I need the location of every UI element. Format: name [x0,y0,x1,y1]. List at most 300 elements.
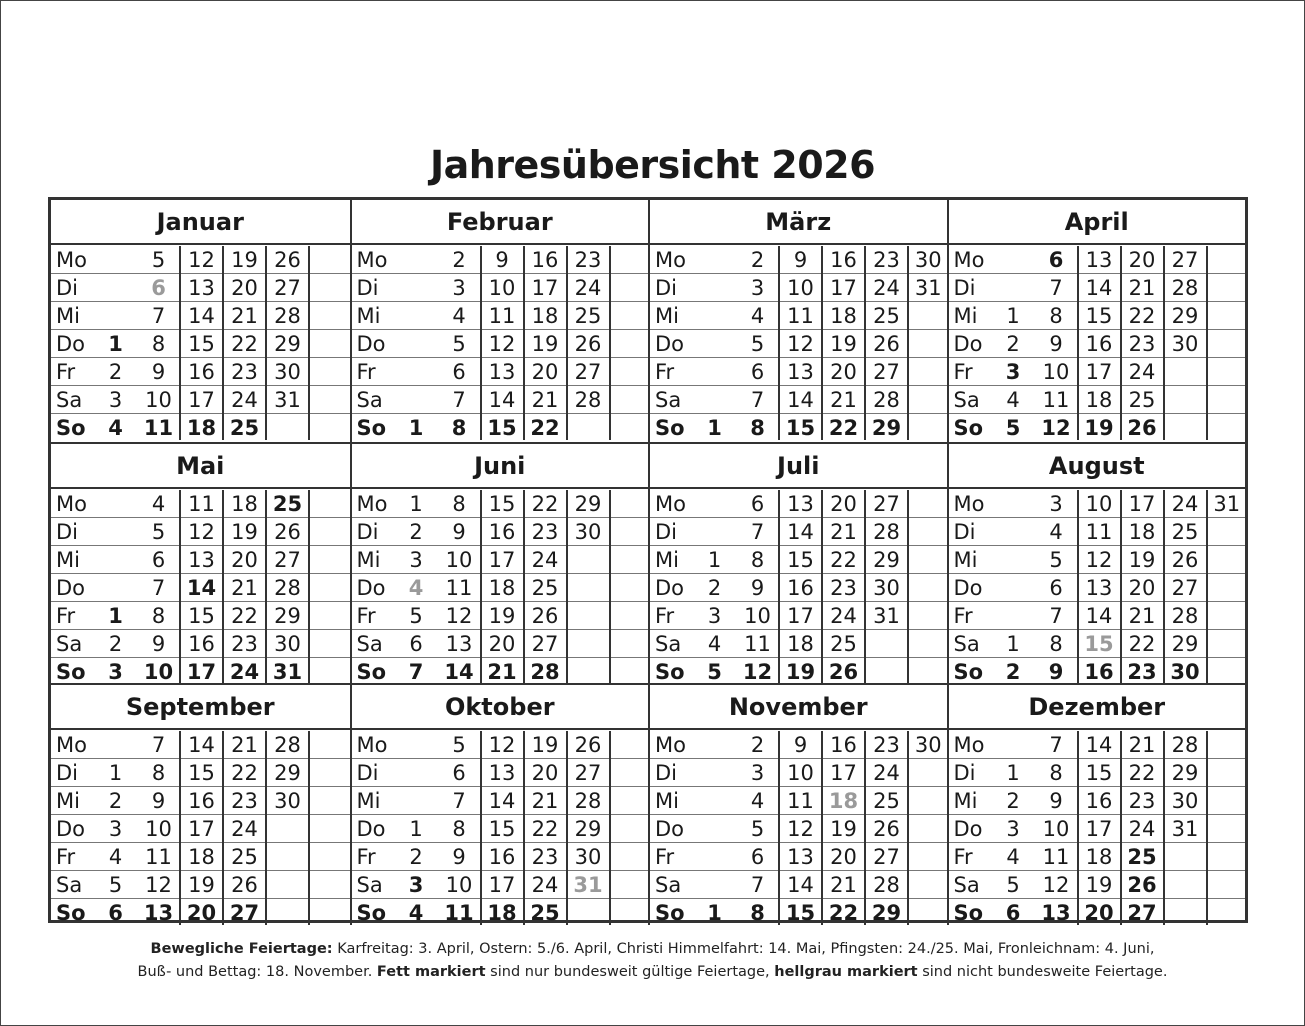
empty-day-cell [610,414,651,442]
empty-day-cell [567,658,610,686]
column-divider [1163,731,1165,925]
day-cell: 5 [409,603,423,628]
day-cell: 28 [574,789,602,813]
weekday-label: Fr [953,360,973,384]
empty-day-cell [309,630,350,658]
weekday-label: Mi [56,304,80,328]
day-cell: 1 [409,817,423,841]
day-cell: 17 [188,817,215,841]
day-cell: 15 [188,761,215,785]
day-cell: 6 [750,360,765,384]
day-cell: 14 [787,388,814,412]
day-cell: 25 [531,575,559,600]
empty-day-cell [395,731,438,759]
day-cell: 26 [274,248,301,272]
day-cell: 10 [488,276,516,300]
day-cell: 8 [151,603,166,628]
empty-day-cell [610,815,651,843]
day-cell: 30 [574,845,602,869]
month-name: Oktober [352,685,649,730]
empty-day-cell [1207,574,1248,602]
day-cell: 29 [574,817,602,841]
footnote-text-1: Karfreitag: 3. April, Ostern: 5./6. April, Christi Himmelfahrt: 14. Mai, Pfingsten: 24./25. Mai, Fronleichnam: 4. Juni, [332,941,1155,957]
empty-day-cell [992,574,1035,602]
day-cell: 2 [409,845,423,869]
day-cell: 18 [186,416,217,440]
column-divider [778,246,780,440]
day-cell: 4 [408,575,424,600]
empty-day-cell [1207,518,1248,546]
day-cell: 14 [1085,733,1113,757]
day-cell: 2 [750,248,765,272]
empty-day-cell [610,658,651,686]
day-cell: 16 [488,519,516,544]
page-title: Jahresübersicht 2026 [429,143,876,187]
day-cell: 1 [707,901,722,925]
day-cell: 19 [1084,416,1114,440]
day-cell: 9 [452,845,466,869]
day-cell: 30 [274,789,301,813]
day-cell: 28 [1171,733,1199,757]
day-cell: 16 [830,248,857,272]
day-cell: 29 [574,491,602,516]
day-cell: 8 [750,416,765,440]
day-cell: 30 [873,575,900,600]
empty-day-cell [992,246,1035,274]
day-cell: 7 [452,388,466,412]
day-cell: 30 [1171,332,1199,356]
day-cell: 25 [229,416,260,440]
empty-day-cell [309,546,350,574]
day-cell: 11 [445,575,473,600]
empty-day-cell [309,899,350,927]
empty-day-cell [309,330,350,358]
day-cell: 10 [445,547,473,572]
weekday-label: Mi [953,789,978,813]
day-cell: 30 [274,631,301,656]
day-cell: 25 [873,304,900,328]
day-cell: 2 [452,248,466,272]
day-cell: 29 [871,416,902,440]
empty-day-cell [395,302,438,330]
day-cell: 21 [1128,733,1156,757]
column-divider [179,246,181,440]
weekday-label: Di [56,276,79,300]
weekday-label: So [655,659,685,684]
day-cell: 23 [231,631,258,656]
column-divider [1163,490,1165,684]
day-cell: 28 [274,733,301,757]
day-cell: 24 [873,761,900,785]
empty-day-cell [1164,899,1207,927]
empty-day-cell [610,630,651,658]
empty-day-cell [610,731,651,759]
day-cell: 24 [531,547,559,572]
empty-day-cell [1164,843,1207,871]
day-cell: 15 [488,817,516,841]
empty-day-cell [94,546,137,574]
weekday-label: Fr [356,360,376,384]
day-cell: 13 [1085,575,1113,600]
month-name: März [650,200,947,245]
empty-day-cell [1207,899,1248,927]
month-mai [51,442,350,684]
month-april [947,200,1246,442]
day-cell: 27 [574,761,602,785]
empty-day-cell [693,815,736,843]
day-cell: 10 [1042,817,1070,841]
day-cell: 5 [750,332,765,356]
empty-day-cell [693,518,736,546]
day-cell: 6 [409,631,423,656]
footnote [0,938,1305,984]
month-juli [648,442,947,684]
day-cell: 13 [488,360,516,384]
empty-day-cell [1207,843,1248,871]
weekday-label: Sa [56,631,83,656]
day-cell: 15 [787,547,814,572]
day-cell: 27 [1171,248,1199,272]
empty-day-cell [693,302,736,330]
day-cell: 11 [1042,388,1070,412]
day-cell: 22 [231,332,258,356]
empty-day-cell [309,490,350,518]
empty-day-cell [266,899,309,927]
day-cell: 11 [143,416,174,440]
day-cell: 5 [707,659,722,684]
day-cell: 4 [108,416,123,440]
day-cell: 12 [145,873,172,897]
day-cell: 10 [145,817,172,841]
day-cell: 20 [186,901,217,925]
day-cell: 27 [1127,901,1157,925]
footnote-text-2: Buß- und Bettag: 18. November. [137,964,377,980]
weekday-label: Mo [56,248,87,272]
day-cell: 20 [531,360,559,384]
weekday-label: Mi [655,547,679,572]
day-cell: 26 [574,332,602,356]
day-cell: 6 [452,761,466,785]
day-cell: 27 [229,901,260,925]
day-cell: 2 [750,733,765,757]
weekday-label: Sa [56,873,83,897]
day-cell: 14 [787,873,814,897]
day-cell: 30 [574,519,602,544]
day-cell: 27 [1171,575,1199,600]
day-cell: 7 [750,873,765,897]
day-cell: 11 [787,789,814,813]
empty-day-cell [309,658,350,686]
day-cell: 31 [1171,817,1199,841]
day-cell: 23 [830,575,857,600]
day-cell: 26 [574,733,602,757]
day-cell: 14 [488,789,516,813]
day-cell: 17 [488,547,516,572]
weekday-label: Di [356,519,379,544]
day-cell: 20 [1084,901,1114,925]
day-cell: 3 [750,276,765,300]
day-cell: 18 [188,845,215,869]
empty-day-cell [94,246,137,274]
weekday-label: Do [655,817,685,841]
day-cell: 17 [186,659,217,684]
day-cell: 17 [1085,817,1113,841]
weekday-label: Mo [356,733,388,757]
weekday-label: Do [655,575,685,600]
day-cell: 9 [1049,789,1063,813]
day-cell: 17 [531,276,559,300]
day-cell: 10 [787,761,814,785]
column-divider [523,490,525,684]
empty-day-cell [309,871,350,899]
weekday-label: So [655,416,685,440]
day-cell: 19 [531,332,559,356]
day-cell: 23 [873,733,900,757]
day-cell: 29 [1171,761,1199,785]
day-cell: 4 [1049,519,1063,544]
empty-day-cell [1164,386,1207,414]
empty-day-cell [395,787,438,815]
empty-day-cell [94,490,137,518]
weekday-label: Do [655,332,685,356]
day-cell: 3 [1006,817,1020,841]
day-cell: 4 [750,304,765,328]
empty-day-cell [610,386,651,414]
empty-day-cell [610,899,651,927]
empty-day-cell [567,414,610,442]
empty-day-cell [908,518,949,546]
column-divider [480,490,482,684]
day-cell: 20 [1128,248,1156,272]
day-cell: 18 [487,901,517,925]
day-cell: 17 [830,761,857,785]
weekday-label: Fr [56,603,76,628]
weekday-label: Di [655,519,678,544]
empty-day-cell [395,358,438,386]
day-cell: 5 [151,248,166,272]
day-cell: 30 [1171,789,1199,813]
weekday-label: Sa [655,873,682,897]
day-cell: 1 [409,491,423,516]
day-cell: 19 [1128,547,1156,572]
day-cell: 9 [151,789,166,813]
day-cell: 25 [231,845,258,869]
day-cell: 21 [830,519,857,544]
day-cell: 13 [787,845,814,869]
day-cell: 26 [231,873,258,897]
day-cell: 3 [108,388,123,412]
day-cell: 17 [1085,360,1113,384]
empty-day-cell [908,658,949,686]
day-cell: 2 [1005,659,1021,684]
day-cell: 18 [531,304,559,328]
column-divider [308,490,310,684]
empty-day-cell [610,546,651,574]
day-cell: 9 [1049,332,1063,356]
day-cell: 16 [1084,659,1114,684]
day-cell: 24 [231,817,258,841]
day-cell: 7 [750,519,765,544]
column-divider [265,490,267,684]
column-divider [1206,246,1208,440]
footnote-bold-legend: Fett markiert [376,964,486,980]
day-cell: 14 [488,388,516,412]
day-cell: 19 [231,248,258,272]
weekday-label: Di [953,276,976,300]
column-divider [1077,731,1079,925]
column-divider [864,246,866,440]
day-cell: 31 [573,873,603,897]
empty-day-cell [309,759,350,787]
day-cell: 17 [188,388,215,412]
empty-day-cell [309,731,350,759]
weekday-label: Sa [953,873,980,897]
month-name: Juli [650,444,947,489]
day-cell: 5 [1005,416,1021,440]
weekday-label: Mo [655,248,686,272]
day-cell: 5 [452,733,466,757]
weekday-label: Fr [56,845,76,869]
day-cell: 27 [531,631,559,656]
day-cell: 25 [1128,388,1156,412]
day-cell: 10 [1085,491,1113,516]
day-cell: 9 [495,248,509,272]
day-cell: 5 [1049,547,1063,572]
day-cell: 5 [1006,873,1020,897]
weekday-label: Di [953,761,976,785]
day-cell: 9 [151,360,166,384]
day-cell: 22 [830,547,857,572]
column-divider [907,731,909,925]
day-cell: 13 [1041,901,1071,925]
day-cell: 6 [1049,575,1063,600]
weekday-label: Sa [356,631,383,656]
day-cell: 7 [408,659,424,684]
column-divider [907,490,909,684]
day-cell: 8 [151,761,166,785]
empty-day-cell [693,246,736,274]
day-cell: 3 [1005,360,1021,384]
day-cell: 22 [231,603,258,628]
empty-day-cell [1207,414,1248,442]
day-cell: 27 [873,845,900,869]
day-cell: 17 [1128,491,1156,516]
day-cell: 27 [274,547,301,572]
month-märz [648,200,947,442]
day-cell: 8 [1049,631,1063,656]
day-cell: 14 [444,659,474,684]
weekday-label: Mi [953,547,978,572]
day-cell: 12 [1041,416,1071,440]
day-cell: 14 [1085,603,1113,628]
day-cell: 19 [1085,873,1113,897]
empty-day-cell [309,302,350,330]
day-cell: 10 [744,603,771,628]
day-cell: 20 [231,276,258,300]
day-cell: 7 [1049,733,1063,757]
empty-day-cell [693,358,736,386]
day-cell: 24 [531,873,559,897]
column-divider [1077,490,1079,684]
day-cell: 15 [785,901,816,925]
weekday-label: Fr [356,603,376,628]
day-cell: 13 [188,276,215,300]
weekday-label: Do [953,817,983,841]
column-divider [222,490,224,684]
day-cell: 12 [787,332,814,356]
day-cell: 1 [707,547,722,572]
empty-day-cell [94,302,137,330]
column-divider [222,731,224,925]
column-divider [566,490,568,684]
day-cell: 10 [445,873,473,897]
empty-day-cell [309,787,350,815]
day-cell: 3 [108,659,123,684]
weekday-label: Do [56,575,86,600]
day-cell: 25 [873,789,900,813]
day-cell: 18 [787,631,814,656]
day-cell: 21 [830,388,857,412]
day-cell: 15 [188,332,215,356]
month-name: Februar [352,200,649,245]
day-cell: 21 [531,388,559,412]
day-cell: 30 [1170,659,1200,684]
day-cell: 5 [151,519,166,544]
day-cell: 24 [229,659,260,684]
weekday-label: Di [356,276,379,300]
day-cell: 30 [914,733,942,757]
month-name: September [51,685,350,730]
column-divider [821,490,823,684]
day-cell: 24 [830,603,857,628]
day-cell: 6 [151,547,166,572]
column-divider [265,246,267,440]
day-cell: 19 [531,733,559,757]
day-cell: 28 [873,519,900,544]
day-cell: 16 [531,248,559,272]
day-cell: 18 [1085,388,1113,412]
day-cell: 22 [1128,304,1156,328]
day-cell: 24 [873,276,900,300]
empty-day-cell [266,871,309,899]
day-cell: 26 [873,817,900,841]
empty-day-cell [1164,414,1207,442]
weekday-label: Di [655,276,678,300]
footnote-line-1 [0,938,1305,961]
weekday-label: Di [56,519,79,544]
day-cell: 18 [1128,519,1156,544]
day-cell: 3 [452,276,466,300]
month-dezember [947,683,1246,925]
day-cell: 11 [787,304,814,328]
day-cell: 23 [1127,659,1157,684]
day-cell: 3 [1049,491,1063,516]
day-cell: 26 [531,603,559,628]
empty-day-cell [865,658,908,686]
day-cell: 21 [231,304,258,328]
empty-day-cell [1207,871,1248,899]
weekday-label: Di [56,761,79,785]
empty-day-cell [610,843,651,871]
day-cell: 31 [914,276,942,300]
day-cell: 10 [787,276,814,300]
day-cell: 15 [487,416,517,440]
weekday-label: Di [953,519,976,544]
day-cell: 6 [1048,248,1064,272]
day-cell: 21 [1128,603,1156,628]
calendar-grid [48,197,1248,923]
weekday-label: Sa [953,388,980,412]
